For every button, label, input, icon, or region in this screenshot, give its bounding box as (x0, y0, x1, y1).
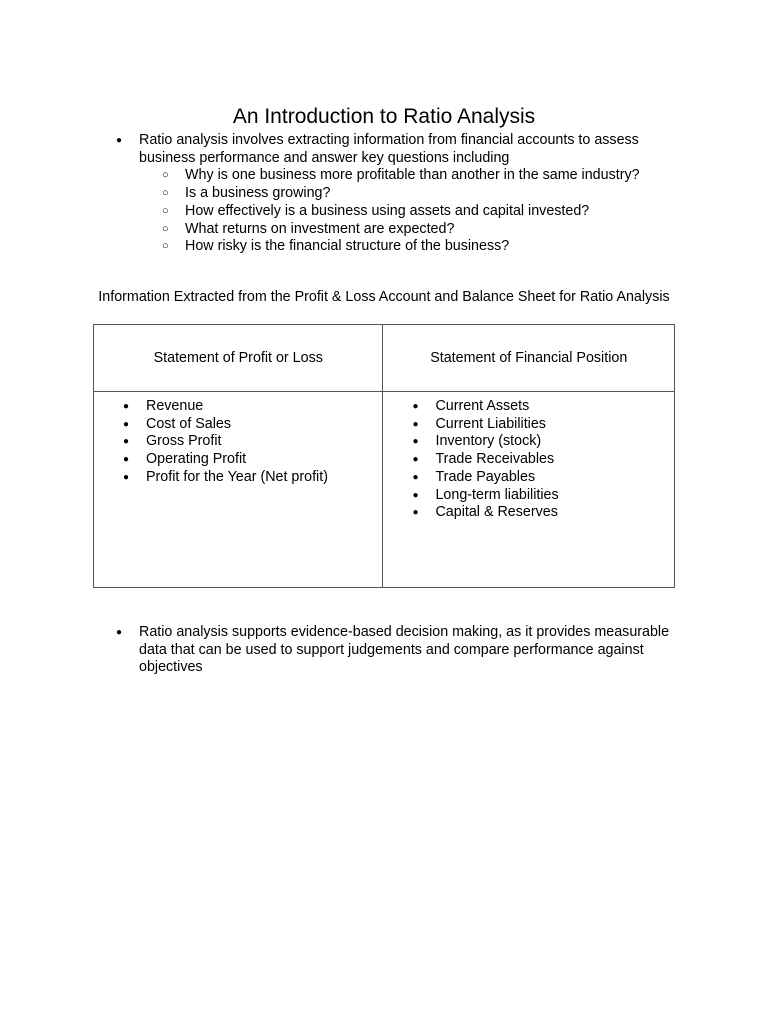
list-item: ● Long-term liabilities (435, 487, 674, 505)
list-item: ● Profit for the Year (Net profit) (146, 469, 382, 487)
profit-or-loss-items (94, 392, 382, 487)
list-item: ● Inventory (stock) (435, 433, 674, 451)
closing-bullet: ● Ratio analysis supports evidence-based decision making, as it provides measurable data that can be used to support judgements and compare performance against objectives (139, 624, 679, 677)
page-title: An Introduction to Ratio Analysis (232, 105, 536, 128)
key-question: ○ How effectively is a business using assets and capital invested? (185, 203, 669, 221)
list-item: ● Trade Payables (435, 469, 674, 487)
key-questions-list (139, 167, 669, 256)
key-question: ○ Is a business growing? (185, 185, 669, 203)
profit-or-loss-cell (94, 392, 383, 588)
list-item: ● Current Assets (435, 398, 674, 416)
list-item: ● Cost of Sales (146, 416, 382, 434)
closing-bullet-list (139, 624, 679, 677)
header-profit-or-loss: Statement of Profit or Loss (94, 325, 383, 392)
list-item: ● Current Liabilities (435, 416, 674, 434)
key-question: ○ What returns on investment are expected? (185, 221, 669, 239)
list-item: ● Capital & Reserves (435, 504, 674, 522)
intro-bullet (139, 132, 669, 256)
intro-bullet-list (139, 132, 669, 256)
list-item: ● Trade Receivables (435, 451, 674, 469)
list-item: ● Gross Profit (146, 433, 382, 451)
intro-bullet-text: Ratio analysis involves extracting information from financial accounts to assess business performance and answer key questions including (139, 132, 639, 166)
financial-statements-table (93, 324, 675, 588)
key-question: ○ Why is one business more profitable than another in the same industry? (185, 167, 669, 185)
key-question: ○ How risky is the financial structure of the business? (185, 238, 669, 256)
list-item: ● Revenue (146, 398, 382, 416)
financial-position-items (383, 392, 674, 522)
table-caption: Information Extracted from the Profit & Loss Account and Balance Sheet for Ratio Analysis (98, 289, 670, 305)
header-financial-position: Statement of Financial Position (383, 325, 675, 392)
financial-position-cell (383, 392, 675, 588)
list-item: ● Operating Profit (146, 451, 382, 469)
